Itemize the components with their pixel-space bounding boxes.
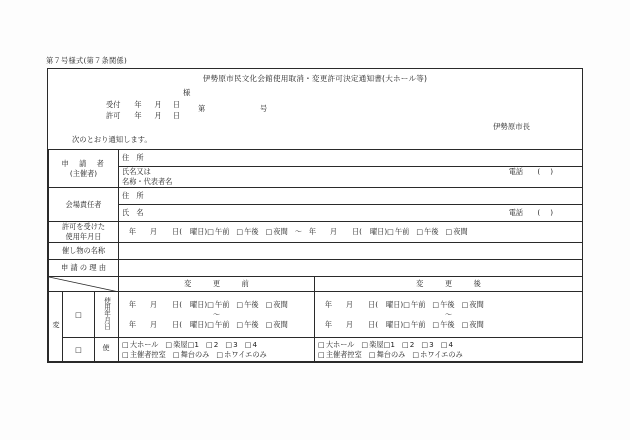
af-to-night-label: 夜間 bbox=[469, 319, 484, 329]
table-row-change-facility bbox=[49, 338, 583, 362]
manager-name-label: 氏 名 bbox=[122, 208, 144, 217]
checkbox-icon: □ bbox=[216, 349, 224, 359]
af-to-year: 年 bbox=[324, 319, 333, 329]
checkbox-icon: □ bbox=[265, 299, 273, 309]
perm-from-pm-option[interactable] bbox=[236, 227, 258, 236]
bf-to-year: 年 bbox=[128, 319, 137, 329]
table-row-reason bbox=[49, 260, 583, 277]
checkbox-icon: □ bbox=[387, 227, 394, 236]
checkbox-icon: □ bbox=[361, 339, 369, 349]
perm-from-month: 月 bbox=[149, 227, 158, 236]
bf-hall-dressing2-option[interactable] bbox=[206, 340, 218, 349]
af-hall-dressing3-option[interactable] bbox=[421, 340, 433, 349]
receipt-label: 受付 bbox=[106, 100, 121, 109]
before-halls-line1 bbox=[122, 340, 311, 350]
bf-to-am-option[interactable] bbox=[207, 320, 229, 329]
bf-from-pm-option[interactable] bbox=[236, 300, 258, 309]
permitted-date-label-line2: 使用年月日 bbox=[65, 232, 102, 241]
bf-to-day: 日( bbox=[172, 319, 183, 329]
af-stage-only-label: 舞台のみ bbox=[376, 349, 406, 359]
bf-to-month: 月 bbox=[149, 319, 158, 329]
checkbox-icon: □ bbox=[403, 299, 410, 309]
perm-from-pm-label: 午後 bbox=[244, 227, 259, 236]
checkbox-icon: □ bbox=[421, 339, 429, 349]
perm-from-year: 年 bbox=[128, 227, 137, 236]
af-hall-dressing1-option[interactable] bbox=[361, 340, 395, 349]
checkbox-icon: □ bbox=[461, 299, 469, 309]
venue-manager-label-cell: 会場責任者 bbox=[49, 188, 119, 222]
after-halls-line2 bbox=[318, 350, 579, 360]
tel-paren-close: ) bbox=[550, 167, 554, 176]
event-name-value-cell[interactable] bbox=[119, 243, 583, 260]
af-hall-dressing2-option[interactable] bbox=[402, 340, 414, 349]
af-to-night-option[interactable] bbox=[462, 320, 484, 329]
table-row-change-usedate bbox=[49, 292, 583, 338]
applicant-address-cell[interactable] bbox=[119, 150, 583, 167]
perm-from-night-label: 夜間 bbox=[273, 227, 288, 236]
checkbox-icon: □ bbox=[207, 227, 214, 236]
before-usedate-tilde: ～ bbox=[212, 309, 221, 319]
af-from-weekday: 曜日) bbox=[386, 299, 404, 309]
address-label: 住 所 bbox=[122, 153, 144, 162]
af-to-am-option[interactable] bbox=[403, 320, 425, 329]
checkbox-icon: □ bbox=[75, 344, 82, 354]
checkbox-icon: □ bbox=[265, 227, 273, 236]
bf-to-am-label: 午前 bbox=[215, 319, 230, 329]
checkbox-icon: □ bbox=[403, 319, 410, 329]
bf-from-year: 年 bbox=[128, 299, 137, 309]
af-hall-dressing4-option[interactable] bbox=[441, 340, 453, 349]
bf-hall-dressing4-label: 4 bbox=[252, 339, 258, 349]
af-foyer-only-label: ホワイエのみ bbox=[420, 349, 463, 359]
af-from-pm-label: 午後 bbox=[440, 299, 455, 309]
af-from-am-label: 午前 bbox=[411, 299, 426, 309]
af-foyer-only-option[interactable] bbox=[412, 350, 462, 359]
after-change-header: 変 更 後 bbox=[315, 277, 583, 292]
reason-label-cell: 申 請 の 理 由 bbox=[49, 260, 119, 277]
applicant-name-label-line1: 氏名又は bbox=[122, 167, 151, 176]
bf-foyer-only-label: ホワイエのみ bbox=[224, 349, 267, 359]
bf-from-month: 月 bbox=[149, 299, 158, 309]
bf-from-am-label: 午前 bbox=[215, 299, 230, 309]
bf-organizer-room-option[interactable] bbox=[122, 350, 166, 359]
bf-hall-dressing2-label: 2 bbox=[213, 339, 219, 349]
table-row-event-name bbox=[49, 243, 583, 260]
perm-from-day: 日( bbox=[172, 227, 183, 236]
before-halls-line2 bbox=[122, 350, 311, 360]
perm-date-tilde: ～ bbox=[294, 227, 302, 236]
permit-date-row bbox=[106, 110, 185, 121]
checkbox-icon: □ bbox=[461, 319, 469, 329]
receipt-date-row bbox=[106, 99, 185, 110]
bf-hall-main-label: 大ホール bbox=[129, 339, 159, 349]
permit-month: 月 bbox=[154, 111, 162, 120]
af-hall-dressing4-label: 4 bbox=[448, 339, 454, 349]
manager-tel-label: 電話 bbox=[508, 208, 524, 217]
perm-to-night-label: 夜間 bbox=[453, 227, 468, 236]
checkbox-icon: □ bbox=[440, 339, 448, 349]
bf-hall-dressing3-label: 3 bbox=[233, 339, 238, 349]
diagonal-line-icon bbox=[49, 277, 119, 292]
change-usedate-checkbox-cell[interactable] bbox=[63, 292, 95, 338]
bf-hall-main-option[interactable] bbox=[122, 340, 158, 349]
after-usedate-from-row bbox=[318, 300, 579, 310]
bf-to-night-option[interactable] bbox=[266, 320, 288, 329]
af-to-weekday: 曜日) bbox=[386, 319, 404, 329]
af-from-day: 日( bbox=[368, 299, 379, 309]
perm-from-weekday: 曜日) bbox=[190, 227, 208, 236]
af-from-month: 月 bbox=[345, 299, 354, 309]
checkbox-icon: □ bbox=[236, 299, 244, 309]
event-name-label-cell: 催し物の名称 bbox=[49, 243, 119, 260]
tel-paren-open: ( bbox=[537, 167, 551, 176]
bf-organizer-room-label: 主催者控室 bbox=[129, 349, 166, 359]
tel-label: 電話 bbox=[508, 167, 524, 176]
change-vertical-label: 変 bbox=[52, 320, 61, 330]
issuer-name: 伊勢原市長 bbox=[493, 122, 530, 131]
manager-name-cell[interactable] bbox=[119, 205, 583, 222]
perm-to-am-label: 午前 bbox=[394, 227, 410, 236]
perm-from-am-option[interactable] bbox=[207, 227, 229, 236]
checkbox-icon: □ bbox=[318, 349, 325, 359]
before-usedate-cell[interactable] bbox=[119, 292, 315, 338]
bf-from-night-label: 夜間 bbox=[273, 299, 288, 309]
af-hall-dressing2-label: 2 bbox=[409, 339, 415, 349]
af-to-month: 月 bbox=[345, 319, 354, 329]
permitted-date-label-cell bbox=[49, 222, 119, 243]
usedate-vertical-label: 使用年月日 bbox=[102, 296, 111, 330]
permitted-date-value-cell[interactable] bbox=[119, 222, 583, 243]
applicant-tel-field[interactable] bbox=[509, 167, 553, 177]
af-from-am-option[interactable] bbox=[403, 300, 425, 309]
bf-to-pm-label: 午後 bbox=[244, 319, 259, 329]
bf-to-pm-option[interactable] bbox=[236, 320, 258, 329]
checkbox-icon: □ bbox=[172, 349, 180, 359]
perm-to-am-option[interactable] bbox=[387, 227, 409, 236]
perm-to-month: 月 bbox=[329, 227, 338, 236]
af-from-night-label: 夜間 bbox=[469, 299, 484, 309]
checkbox-icon: □ bbox=[445, 227, 453, 236]
checkbox-icon: □ bbox=[412, 349, 420, 359]
manager-tel-field[interactable] bbox=[509, 208, 553, 218]
form-table bbox=[48, 149, 583, 362]
receipt-month: 月 bbox=[154, 100, 162, 109]
perm-to-year: 年 bbox=[308, 227, 317, 236]
checkbox-icon: □ bbox=[205, 339, 213, 349]
notice-text: 次のとおり通知します。 bbox=[72, 135, 152, 144]
permit-label: 許可 bbox=[106, 111, 121, 120]
after-usedate-to-row bbox=[318, 320, 579, 330]
perm-to-day: 日( bbox=[351, 227, 362, 236]
bf-foyer-only-option[interactable] bbox=[216, 350, 266, 359]
af-stage-only-option[interactable] bbox=[369, 350, 406, 359]
receipt-permit-dates bbox=[106, 99, 185, 121]
change-vertical-label-cell bbox=[49, 292, 63, 362]
bf-hall-dressing1-option[interactable] bbox=[165, 340, 199, 349]
applicant-name-label-line2: 名称・代表者名 bbox=[122, 177, 173, 186]
checkbox-icon: □ bbox=[318, 339, 325, 349]
perm-to-pm-label: 午後 bbox=[424, 227, 439, 236]
perm-from-night-option[interactable] bbox=[266, 227, 288, 236]
af-from-night-option[interactable] bbox=[462, 300, 484, 309]
bf-from-weekday: 曜日) bbox=[190, 299, 208, 309]
af-hall-dressing3-label: 3 bbox=[429, 339, 434, 349]
checkbox-icon: □ bbox=[122, 339, 129, 349]
manager-address-cell[interactable] bbox=[119, 188, 583, 205]
bf-stage-only-label: 舞台のみ bbox=[180, 349, 210, 359]
checkbox-icon: □ bbox=[416, 227, 424, 236]
af-to-day: 日( bbox=[368, 319, 379, 329]
checkbox-icon: □ bbox=[265, 319, 273, 329]
af-hall-main-option[interactable] bbox=[318, 340, 354, 349]
after-halls-line1 bbox=[318, 340, 579, 350]
af-hall-dressing1-label: 楽屋□1 bbox=[369, 339, 395, 349]
perm-from-am-label: 午前 bbox=[215, 227, 230, 236]
before-change-header: 変 更 前 bbox=[119, 277, 315, 292]
number-suffix: 号 bbox=[260, 104, 268, 113]
after-usedate-cell[interactable] bbox=[315, 292, 583, 338]
table-row-manager-name bbox=[49, 205, 583, 222]
applicant-name-cell[interactable] bbox=[119, 167, 583, 188]
table-row-permitted-date bbox=[49, 222, 583, 243]
receipt-year: 年 bbox=[134, 100, 142, 109]
bf-from-am-option[interactable] bbox=[207, 300, 229, 309]
checkbox-icon: □ bbox=[401, 339, 409, 349]
number-prefix: 第 bbox=[198, 104, 206, 113]
af-to-am-label: 午前 bbox=[411, 319, 426, 329]
applicant-label-line2: (主催者) bbox=[69, 168, 98, 178]
form-header bbox=[48, 69, 582, 149]
perm-to-night-option[interactable] bbox=[446, 227, 468, 236]
manager-tel-paren-open: ( bbox=[537, 208, 551, 217]
permitted-date-label-line1: 許可を受けた bbox=[61, 222, 106, 231]
table-row-manager-address bbox=[49, 188, 583, 205]
permit-day: 日 bbox=[172, 111, 181, 120]
af-organizer-room-option[interactable] bbox=[318, 350, 362, 359]
document-title: 伊勢原市民文化会館使用取消・変更許可決定通知書(大ホール等) bbox=[202, 74, 428, 83]
checkbox-icon: □ bbox=[165, 339, 173, 349]
manager-address-label: 住 所 bbox=[122, 191, 144, 200]
bf-to-weekday: 曜日) bbox=[190, 319, 208, 329]
af-from-year: 年 bbox=[324, 299, 333, 309]
form-number: 第７号様式(第７条関係) bbox=[46, 56, 128, 65]
checkbox-icon: □ bbox=[368, 349, 376, 359]
use-vertical-label-cell bbox=[95, 338, 119, 362]
document-number bbox=[198, 104, 267, 114]
checkbox-icon: □ bbox=[225, 339, 233, 349]
use-vertical-label: 使 bbox=[102, 343, 111, 353]
checkbox-icon: □ bbox=[236, 319, 244, 329]
bf-to-night-label: 夜間 bbox=[273, 319, 288, 329]
table-row-applicant-name bbox=[49, 167, 583, 188]
usedate-vertical-label-cell bbox=[95, 292, 119, 338]
checkbox-icon: □ bbox=[244, 339, 252, 349]
bf-hall-dressing1-label: 楽屋□1 bbox=[173, 339, 199, 349]
perm-to-pm-option[interactable] bbox=[416, 227, 438, 236]
change-facility-checkbox-cell[interactable] bbox=[63, 338, 95, 362]
af-to-pm-label: 午後 bbox=[440, 319, 455, 329]
af-to-pm-option[interactable] bbox=[432, 320, 454, 329]
perm-to-weekday: 曜日) bbox=[369, 227, 388, 236]
bf-from-pm-label: 午後 bbox=[244, 299, 259, 309]
checkbox-icon: □ bbox=[207, 299, 214, 309]
receipt-day: 日 bbox=[172, 100, 181, 109]
checkbox-icon: □ bbox=[122, 349, 129, 359]
table-row-applicant-address bbox=[49, 150, 583, 167]
diagonal-corner-cell bbox=[49, 277, 119, 292]
bf-from-night-option[interactable] bbox=[266, 300, 288, 309]
reason-value-cell[interactable] bbox=[119, 260, 583, 277]
addressee-honorific: 様 bbox=[183, 88, 191, 97]
checkbox-icon: □ bbox=[207, 319, 214, 329]
permit-year: 年 bbox=[134, 111, 142, 120]
bf-from-day: 日( bbox=[172, 299, 183, 309]
checkbox-icon: □ bbox=[432, 319, 440, 329]
checkbox-icon: □ bbox=[432, 299, 440, 309]
af-organizer-room-label: 主催者控室 bbox=[325, 349, 362, 359]
table-row-change-header bbox=[49, 277, 583, 292]
checkbox-icon: □ bbox=[236, 227, 244, 236]
af-hall-main-label: 大ホール bbox=[325, 339, 355, 349]
bf-stage-only-option[interactable] bbox=[173, 350, 210, 359]
bf-hall-dressing3-option[interactable] bbox=[225, 340, 237, 349]
before-facility-cell[interactable] bbox=[119, 338, 315, 362]
applicant-label-line1: 申 請 者 bbox=[61, 158, 106, 168]
checkbox-icon: □ bbox=[75, 309, 82, 319]
applicant-label-cell bbox=[49, 150, 119, 188]
bf-hall-dressing4-option[interactable] bbox=[245, 340, 257, 349]
af-from-pm-option[interactable] bbox=[432, 300, 454, 309]
manager-tel-paren-close: ) bbox=[550, 208, 554, 217]
after-usedate-tilde: ～ bbox=[444, 309, 453, 319]
before-usedate-to-row bbox=[122, 320, 311, 330]
after-facility-cell[interactable] bbox=[315, 338, 583, 362]
before-usedate-from-row bbox=[122, 300, 311, 310]
form-frame bbox=[47, 68, 583, 363]
